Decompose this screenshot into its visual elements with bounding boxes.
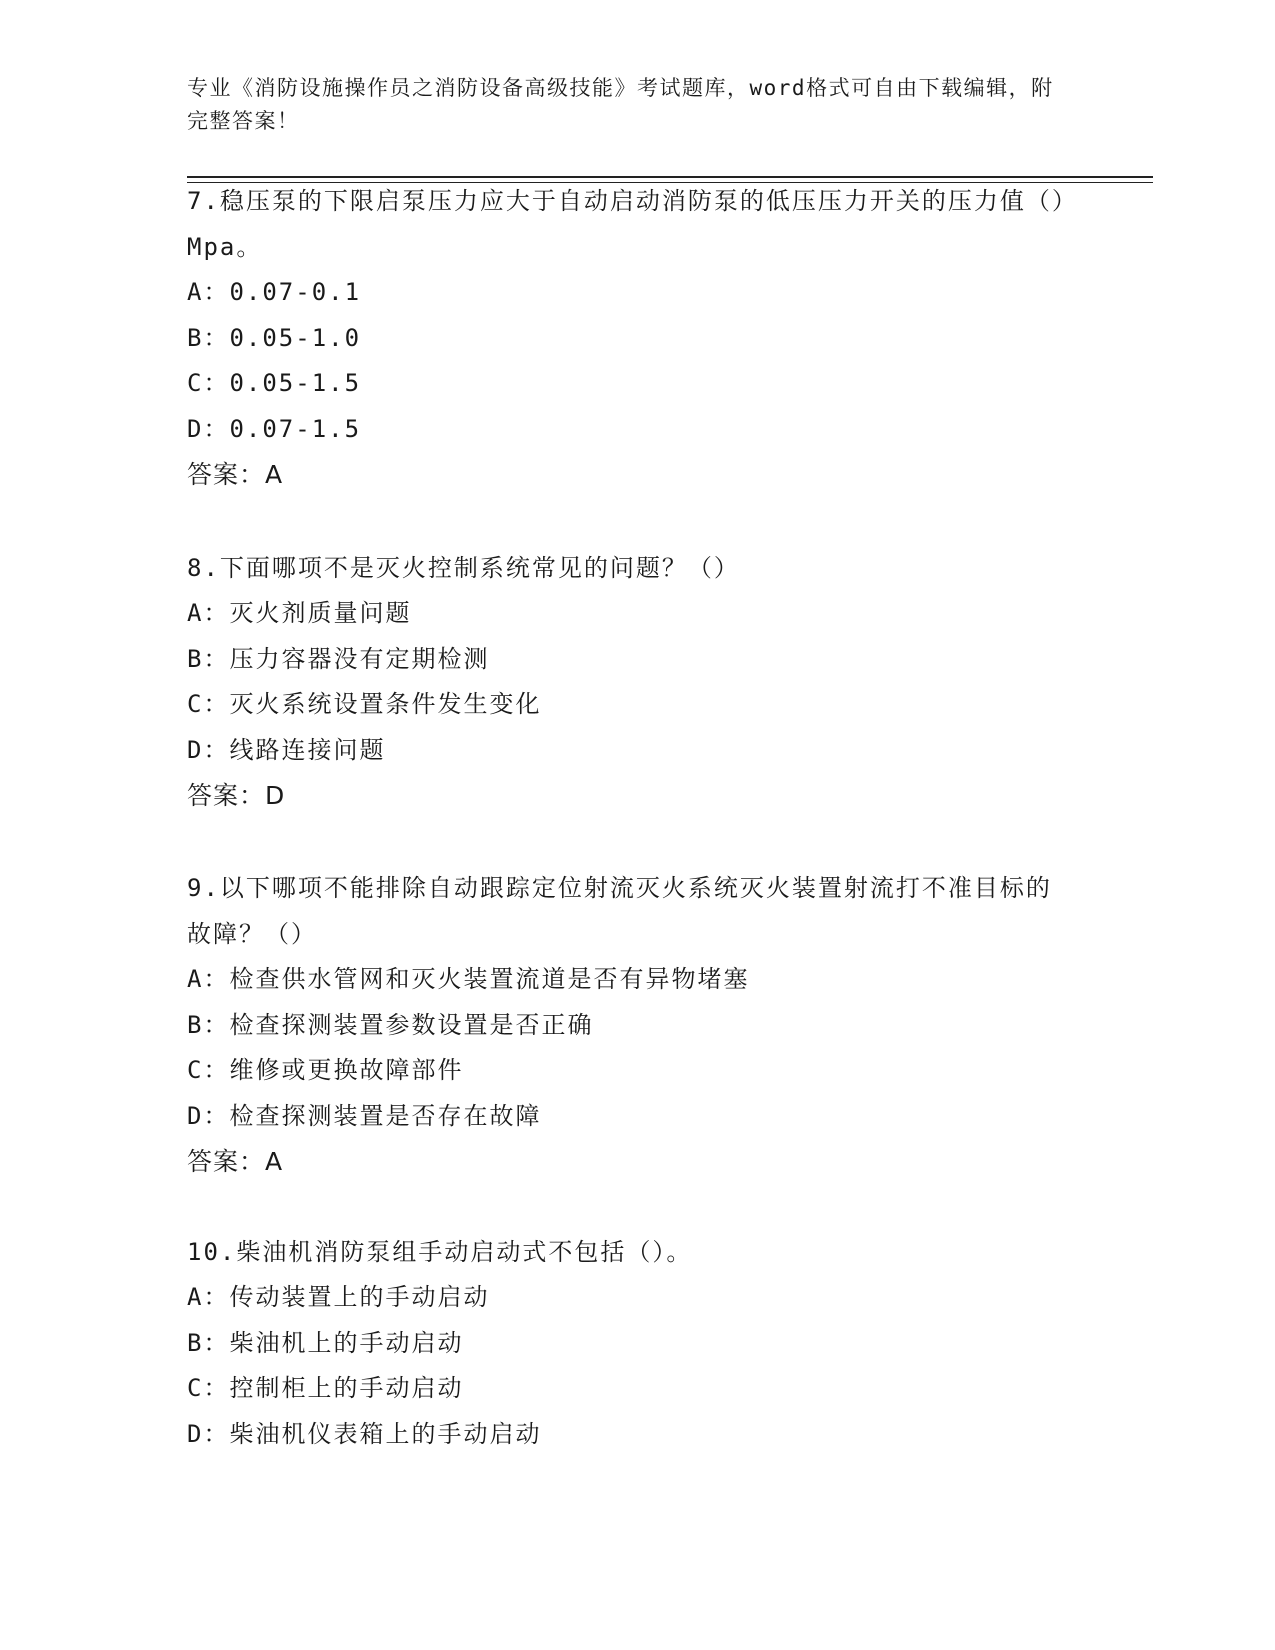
question-9: [187, 865, 1067, 1184]
option-a: A：0.07-0.1: [187, 278, 362, 306]
option-d: D：0.07-1.5: [187, 414, 362, 443]
option-a: A：检查供水管网和灭火装置流道是否有异物堵塞: [187, 965, 750, 993]
option-b: B：0.05-1.0: [187, 323, 362, 352]
option-c: C：灭火系统设置条件发生变化: [187, 690, 542, 718]
question-stem: 9.以下哪项不能排除自动跟踪定位射流灭火系统灭火装置射流打不准目标的故障？（）: [187, 874, 1052, 948]
option-d: D：柴油机仪表箱上的手动启动: [187, 1419, 542, 1448]
question-stem: 8.下面哪项不是灭火控制系统常见的问题？（）: [187, 554, 740, 582]
answer-line: 答案：A: [187, 1147, 284, 1176]
option-c: C：0.05-1.5: [187, 369, 362, 397]
option-c: C：维修或更换故障部件: [187, 1056, 464, 1084]
option-b: B：检查探测装置参数设置是否正确: [187, 1010, 594, 1039]
option-a: A：灭火剂质量问题: [187, 599, 412, 627]
option-c: C：控制柜上的手动启动: [187, 1374, 464, 1402]
question-8: [187, 545, 1067, 818]
question-stem: 7.稳压泵的下限启泵压力应大于自动启动消防泵的低压压力开关的压力值（）Mpa。: [187, 187, 1066, 261]
question-stem: 10.柴油机消防泵组手动启动式不包括（）。: [187, 1238, 693, 1266]
option-b: B：压力容器没有定期检测: [187, 644, 490, 673]
answer-line: 答案：A: [187, 460, 284, 489]
question-10: [187, 1229, 1067, 1457]
option-d: D：线路连接问题: [187, 735, 386, 764]
document-header-note: 专业《消防设施操作员之消防设备高级技能》考试题库，word格式可自由下载编辑，附完整答案！: [187, 76, 1054, 133]
answer-line: 答案：D: [187, 781, 286, 810]
question-7: [187, 178, 1067, 497]
option-b: B：柴油机上的手动启动: [187, 1328, 464, 1357]
option-d: D：检查探测装置是否存在故障: [187, 1101, 542, 1130]
option-a: A：传动装置上的手动启动: [187, 1283, 490, 1311]
